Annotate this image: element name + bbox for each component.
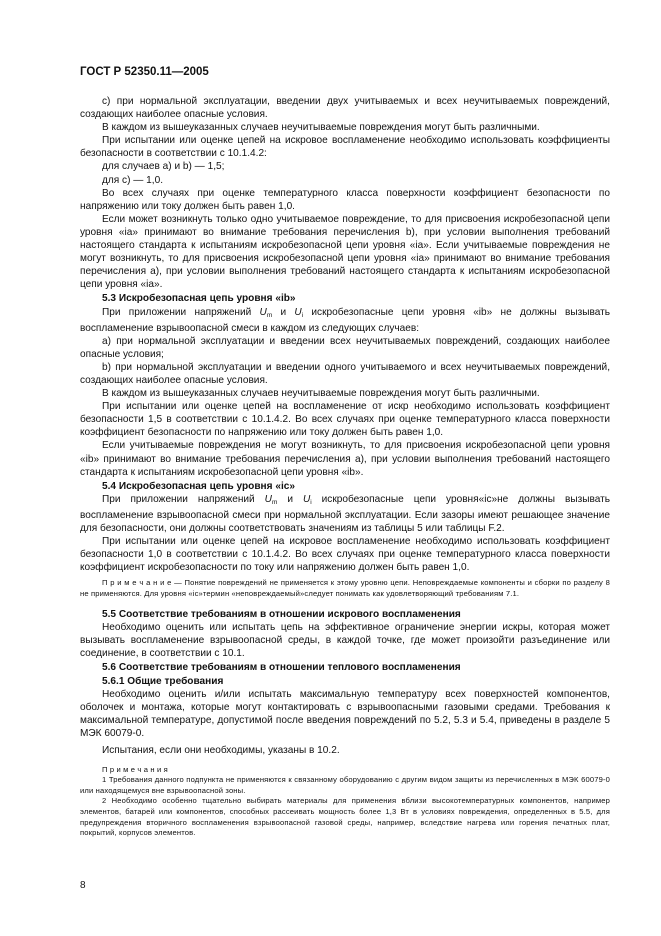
paragraph: для случаев a) и b) — 1,5; <box>102 161 225 173</box>
page-body <box>80 95 610 839</box>
section-heading-5-6: 5.6 Соответствие требованиям в отношении теплового воспламенения <box>102 661 461 673</box>
paragraph: В каждом из вышеуказанных случаев неучитываемые повреждения могут быть различными. <box>102 388 540 400</box>
paragraph: При приложении напряжений $U_m$ и $U_i$ искробезопасные цепи уровня«ic»не должны вызывать воспламенение взрывоопасной смеси при нормальной эксплуатации. Если зазоры имеют решающее значение для безопасности, они должны соответствовать значениям из таблицы 5 или таблицы F.2. <box>80 493 610 534</box>
paragraph: При приложении напряжений $U_m$ и $U_i$ искробезопасные цепи уровня «ib» не должны вызывать воспламенение взрывоопасной смеси в каждом из следующих случаев: <box>80 306 610 334</box>
paragraph: Испытания, если они необходимы, указаны в 10.2. <box>102 744 340 756</box>
paragraph: Если может возникнуть только одно учитываемое повреждение, то для присвоения искробезопасной цепи уровня «ia» принимают во внимание требования перечисления b), при условии выполнения требований настоящего стандарта к испытаниям искробезопасной цепи уровня «ia». Если учитываемые повреждения не могут возникнуть, то для присвоения искробезопасной цепи уровня «ia» принимают во внимание требования перечисления a), при условии выполнения требований настоящего стандарта к испытаниям искробезопасной цепи уровня «ia». <box>80 213 610 291</box>
page-number: 8 <box>80 880 86 891</box>
paragraph: Необходимо оценить или испытать цепь на эффективное ограничение энергии искры, которая может вызывать воспламенение взрывоопасной среды, в каждой точке, где может произойти разъединение или соединение, в соответствии с 10.1. <box>80 621 610 659</box>
paragraph: При испытании или оценке цепей на искровое воспламенение необходимо использовать коэффициент безопасности 1,0 в соответствии с 10.1.4.2. Во всех случаях при оценке температурного класса поверхности коэффициент искробезопасности по току или напряжению должен быть равен 1,0. <box>80 536 610 574</box>
section-heading-5-4: 5.4 Искробезопасная цепь уровня «ic» <box>102 480 295 492</box>
paragraph: Необходимо оценить и/или испытать максимальную температуру всех поверхностей компонентов, оболочек и монтажа, которые могут контактировать с взрывоопасными газовыми средами. Требования к максимальной температуре, допустимой после введения повреждений по 5.2, 5.3 и 5.4, приведены в разделе 5 МЭК 60079-0. <box>80 689 610 740</box>
notes-title: П р и м е ч а н и я <box>102 764 168 774</box>
note: П р и м е ч а н и е — Понятие повреждений не применяется к этому уровню цепи. Неповреждаемые компоненты и сборки по разделу 8 не применяются. Для уровня «ic»термин «неповреждаемый»следует понимать как удовлетворяющий требованиям 7.1. <box>80 578 610 598</box>
paragraph: Если учитываемые повреждения не могут возникнуть, то для присвоения искробезопасной цепи уровня «ib» принимают во внимание требования перечисления a), при условии выполнения требований настоящего стандарта к испытаниям искробезопасной цепи уровня «ib». <box>80 440 610 478</box>
paragraph: c) при нормальной эксплуатации, введении двух учитываемых и всех неучитываемых повреждений, создающих наиболее опасные условия. <box>80 96 610 121</box>
document-header: ГОСТ Р 52350.11—2005 <box>80 66 209 78</box>
paragraph: Во всех случаях при оценке температурного класса поверхности коэффициент безопасности по напряжению или току должен быть равен 1,0. <box>80 187 610 212</box>
section-heading-5-3: 5.3 Искробезопасная цепь уровня «ib» <box>102 293 296 305</box>
list-item: b) при нормальной эксплуатации и введении одного учитываемого и всех неучитываемых повреждений, создающих наиболее опасные условия. <box>80 361 610 386</box>
paragraph: При испытании или оценке цепей на искровое воспламенение необходимо использовать коэффициенты безопасности в соответствии с 10.1.4.2: <box>80 135 610 160</box>
note: 1 Требования данного подпункта не применяются к связанному оборудованию с другим видом защиты из перечисленных в МЭК 60079-0 или находящемуся вне взрывоопасной зоны. <box>80 775 610 795</box>
paragraph: При испытании или оценке цепей на воспламенение от искр необходимо использовать коэффициент безопасности 1,5 в соответствии с 10.1.4.2. Во всех случаях при оценке температурного класса поверхности коэффициент безопасности по напряжению или току должен быть равен 1,0. <box>80 401 610 439</box>
paragraph: для c) — 1,0. <box>102 174 163 186</box>
note: 2 Необходимо особенно тщательно выбирать материалы для применения вблизи высокотемпературных компонентов, например элементов, батарей или компонентов, способных рассеивать мощность более 1,3 Вт в условиях повреждения, определенных в 5.5, для предупреждения вторичного воспламенения взрывоопасной газовой среды, например, вследствие нагрева или горения печатных плат, покрытий, корпусов элементов. <box>80 796 610 838</box>
paragraph: В каждом из вышеуказанных случаев неучитываемые повреждения могут быть различными. <box>102 122 540 134</box>
section-heading-5-5: 5.5 Соответствие требованиям в отношении искрового воспламенения <box>102 608 461 620</box>
subsection-heading-5-6-1: 5.6.1 Общие требования <box>102 676 224 688</box>
list-item: a) при нормальной эксплуатации и введении всех неучитываемых повреждений, создающих наиболее опасные условия; <box>80 335 610 360</box>
